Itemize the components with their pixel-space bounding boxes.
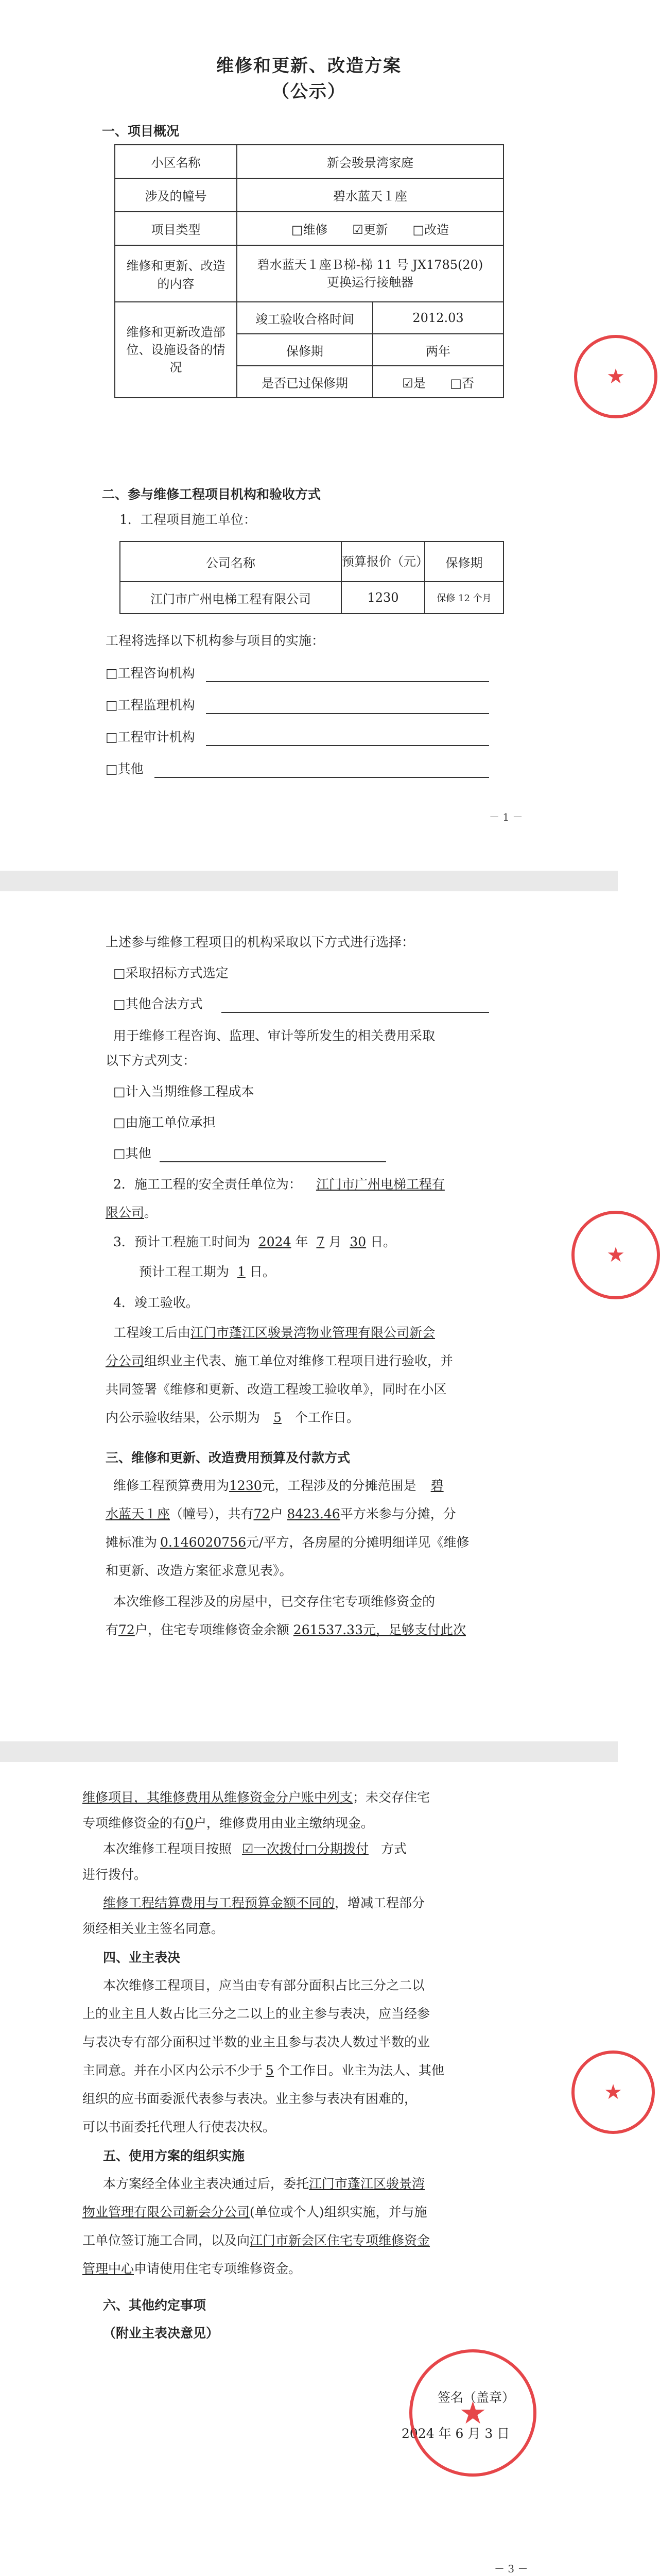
p2-fee-option-3-blank [160, 1161, 386, 1162]
section5-heading: 五、使用方案的组织实施 [103, 2148, 245, 2163]
acceptance-label: 竣工验收合格时间 [237, 302, 373, 334]
red-seal-stamp: ★ [574, 335, 657, 418]
p2-safety-line: 2．施工工程的安全责任单位为： 江门市广州电梯工程有 [113, 1177, 445, 1192]
p3-impl-3: 工单位签订施工合同，以及向江门市新会区住宅专项维修资金 [82, 2233, 430, 2248]
p2-fee-option-2: □由施工单位承担 [113, 1115, 216, 1130]
document-subtitle: （公示） [272, 81, 346, 102]
p2-fee-option-3: □其他 [113, 1146, 151, 1161]
contractor-warranty: 保修 12 个月 [425, 582, 503, 614]
p2-acc-line-1: 工程竣工后由江门市蓬江区骏景湾物业管理有限公司新会 [113, 1325, 436, 1340]
type-option-repair: □维修 [291, 223, 328, 237]
contractor-header-warranty: 保修期 [425, 541, 503, 582]
contractor-header-company: 公司名称 [120, 541, 341, 582]
page-2 [0, 891, 625, 1741]
equip-label: 维修和更新改造部位、设施设备的情况 [115, 302, 237, 398]
agency-supervision: □工程监理机构 [106, 698, 195, 713]
section4-heading: 四、业主表决 [103, 1950, 181, 1965]
p2-choice-other: □其他合法方式 [113, 996, 203, 1011]
contractor-company: 江门市广州电梯工程有限公司 [120, 582, 341, 614]
page-1 [0, 0, 625, 871]
p2-rate: 0.146020756 [160, 1535, 247, 1550]
agency-audit: □工程审计机构 [106, 730, 195, 744]
p3-vote-3: 与表决专有部分面积过半数的业主且参与表决人数过半数的业 [82, 2035, 430, 2049]
contractor-header-budget: 预算报价（元） [341, 541, 425, 582]
p3-impl-1: 本方案经全体业主表决通过后，委托江门市蓬江区骏景湾 [103, 2176, 425, 2191]
type-label: 项目类型 [115, 212, 237, 245]
agency-consulting: □工程咨询机构 [106, 666, 195, 681]
page-separator-2 [0, 1741, 618, 1762]
p2-fund-line-2: 有72户，住宅专项维修资金余额 261537.33元，足够支付此次 [106, 1622, 466, 1637]
page-3 [0, 1762, 622, 2576]
section1-heading: 一、项目概况 [102, 124, 180, 139]
p2-duration-value: 1 [237, 1264, 246, 1279]
p3-sign-date: 2024 年 6 月 3 日 [402, 2426, 510, 2441]
p2-schedule-day: 30 [350, 1234, 367, 1249]
page-number-1: － 1 － [489, 811, 523, 823]
p3-other-note: （附业主表决意见） [103, 2326, 219, 2341]
building-label: 涉及的幢号 [115, 178, 237, 212]
page-separator [0, 871, 618, 891]
content-line-2: 更换运行接触器 [327, 275, 413, 290]
acceptance-value: 2012.03 [373, 302, 503, 334]
community-value: 新会骏景湾家庭 [237, 145, 503, 178]
p2-choice-other-blank [221, 1012, 489, 1013]
overdue-yes: ☑是 [402, 376, 426, 391]
p2-budget-amount: 1230 [229, 1478, 262, 1493]
contractor-subheading: 1．工程项目施工单位： [119, 512, 256, 527]
p2-safety-line-2: 限公司。 [106, 1205, 158, 1220]
p3-line-1: 维修项目，其维修费用从维修资金分户账中列支；未交存住宅 [82, 1790, 430, 1805]
p2-budget-line-4: 和更新、改造方案征求意见表》。 [106, 1563, 292, 1578]
red-seal-stamp-3: ★ [571, 2050, 655, 2134]
p3-line-2: 专项维修资金的有0户，维修费用由业主缴纳现金。 [82, 1816, 374, 1831]
p2-schedule-year: 2024 [258, 1234, 291, 1249]
overdue-no: □否 [450, 376, 474, 391]
content-line-1: 碧水蓝天１座Ｂ梯-梯 11 号 JX1785(20) [257, 258, 483, 272]
p2-fee-para-2: 以下方式列支： [106, 1053, 196, 1068]
contractor-table [119, 541, 504, 614]
p2-budget-line-3: 摊标准为 0.146020756元/平方，各房屋的分摊明细详见《维修 [106, 1535, 470, 1550]
document-title: 维修和更新、改造方案 [216, 56, 402, 76]
building-value: 碧水蓝天１座 [237, 178, 503, 212]
p2-fund-balance: 261537.33 [293, 1622, 363, 1637]
section6-heading: 六、其他约定事项 [103, 2298, 206, 2313]
p3-pay-line-2: 进行拨付。 [82, 1867, 147, 1882]
warranty-value: 两年 [373, 334, 503, 366]
p2-acceptance-heading: 4．竣工验收。 [113, 1295, 199, 1310]
section3-heading: 三、维修和更新、改造费用预算及付款方式 [106, 1450, 351, 1465]
red-seal-stamp-2: ★ [571, 1211, 660, 1299]
p3-diff-line-2: 须经相关业主签名同意。 [82, 1921, 224, 1936]
project-overview-table [114, 144, 504, 398]
p3-vote-2: 上的业主且人数占比三分之二以上的业主参与表决，应当经参 [82, 2006, 430, 2021]
p3-pay-line: 本次维修工程项目按照 ☑一次拨付□分期拨付 方式 [103, 1841, 407, 1856]
content-label: 维修和更新、改造的内容 [115, 245, 237, 302]
p2-acc-line-3: 共同签署《维修和更新、改造工程竣工验收单》，同时在小区 [106, 1382, 447, 1397]
company-seal-stamp: ★ [409, 2349, 536, 2477]
warranty-label: 保修期 [237, 334, 373, 366]
overdue-label: 是否已过保修期 [237, 366, 373, 398]
p2-acc-line-2: 分公司组织业主代表、施工单位对维修工程项目进行验收，并 [106, 1353, 454, 1368]
p2-fee-para-1: 用于维修工程咨询、监理、审计等所发生的相关费用采取 [113, 1028, 436, 1043]
p2-budget-line-2: 水蓝天１座（幢号），共有72户 8423.46平方米参与分摊，分 [106, 1506, 456, 1521]
p2-acc-line-4: 内公示验收结果，公示期为 5 个工作日。 [106, 1410, 359, 1425]
content-value [237, 245, 503, 302]
agency-audit-blank [206, 745, 489, 746]
agency-other: □其他 [106, 761, 144, 776]
agency-supervision-blank [206, 713, 489, 714]
contractor-budget: 1230 [341, 582, 425, 614]
p3-impl-2: 物业管理有限公司新会分公司(单位或个人)组织实施，并与施 [82, 2205, 427, 2219]
p3-vote-6: 可以书面委托代理人行使表决权。 [82, 2120, 276, 2134]
community-label: 小区名称 [115, 145, 237, 178]
p3-vote-5: 组织的应书面委派代表参与表决。业主参与表决有困难的， [82, 2091, 418, 2106]
p2-fund-line-1: 本次维修工程涉及的房屋中，已交存住宅专项维修资金的 [113, 1594, 436, 1609]
p3-vote-1: 本次维修工程项目，应当由专有部分面积占比三分之二以 [103, 1978, 425, 1993]
p2-schedule-month: 7 [316, 1234, 325, 1249]
section2-heading: 二、参与维修工程项目机构和验收方式 [102, 487, 321, 502]
p2-households: 72 [253, 1506, 270, 1521]
p3-diff-line-1: 维修工程结算费用与工程预算金额不同的，增减工程部分 [103, 1895, 425, 1910]
p2-intro: 上述参与维修工程项目的机构采取以下方式进行选择： [106, 935, 415, 950]
agency-other-blank [154, 777, 489, 778]
type-option-renovate: □改造 [412, 223, 449, 237]
p2-fee-option-1: □计入当期维修工程成本 [113, 1084, 254, 1099]
p2-area: 8423.46 [287, 1506, 340, 1521]
agency-intro: 工程将选择以下机构参与项目的实施： [106, 633, 325, 648]
type-options [237, 212, 503, 245]
p3-pay-option-installments: □分期拨付 [305, 1841, 369, 1856]
p2-safety-unit: 江门市广州电梯工程有 [316, 1177, 445, 1192]
p2-schedule-line: 3．预计工程施工时间为 2024 年 7 月 30 日。 [113, 1234, 396, 1249]
agency-consulting-blank [206, 681, 489, 682]
p2-duration-line: 预计工程工期为 1 日。 [139, 1264, 275, 1279]
page-number-3: － 3 － [494, 2563, 528, 2575]
p3-impl-4: 管理中心申请使用住宅专项维修资金。 [82, 2261, 302, 2276]
p2-budget-line-1: 维修工程预算费用为1230元，工程涉及的分摊范围是 碧 [113, 1478, 444, 1493]
p3-vote-4: 主同意。并在小区内公示不少于 5 个工作日。业主为法人、其他 [82, 2063, 444, 2078]
p3-pay-option-once: ☑一次拨付 [241, 1841, 305, 1856]
overdue-options [373, 366, 503, 398]
type-option-update: ☑更新 [352, 223, 388, 237]
p3-sign-label: 签名（盖章） [438, 2390, 515, 2405]
p2-choice-bidding: □采取招标方式选定 [113, 965, 229, 980]
